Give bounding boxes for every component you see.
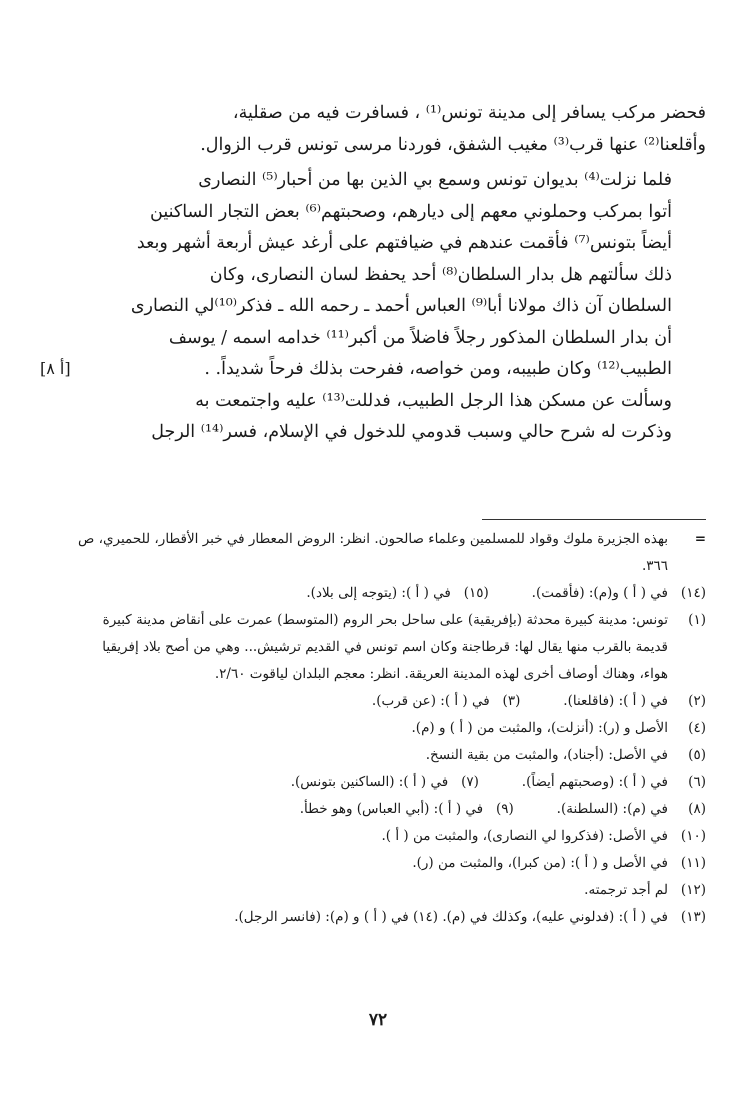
- text-line: فلما نزلت⁽⁴⁾ بديوان تونس وسمع بي الذين بها من أحبار⁽⁵⁾ النصارى: [198, 170, 672, 190]
- footnote: [70, 742, 706, 769]
- footnotes: [70, 526, 706, 931]
- footnote-number: (٦): [688, 774, 706, 790]
- page-number: ٧٢: [368, 1010, 388, 1030]
- footnote: [70, 823, 706, 850]
- footnote-text: في ( أ ): (فدلوني عليه)، وكذلك في (م). (١٤) في ( أ ) و (م): (فانسر الرجل).: [234, 909, 668, 925]
- footnote-text: في ( أ ): (وصحبتهم أيضاً). (٧) في ( أ ): (الساكنين بتونس).: [290, 774, 668, 790]
- footnote-text: تونس: مدينة كبيرة محدثة (بإفريقية) على ساحل بحر الروم (المتوسط) عمرت على أنقاض مدينة كبيرة قديمة بالقرب منها يقال لها: قرطاجنة وكان اسم تونس في القديم ترشيش... وهي من أصح بلاد إفريقيا هواء، وهناك أوصاف أخرى لهذه المدينة العريقة. انظر: معجم البلدان لياقوت ٢/٦٠.: [102, 612, 668, 682]
- footnote: [70, 715, 706, 742]
- text-line: ذلك سألتهم هل بدار السلطان⁽⁸⁾ أحد يحفظ لسان النصارى، وكان: [209, 264, 672, 285]
- footnote-number: (٢): [688, 693, 706, 709]
- paragraph-1: [88, 98, 706, 161]
- footnote: [70, 607, 706, 688]
- footnote: [70, 904, 706, 931]
- footnote-number: =: [694, 531, 706, 547]
- footnote: [70, 796, 706, 823]
- footnote-number: (١١): [680, 855, 706, 871]
- footnote: [70, 877, 706, 904]
- text-line: وذكرت له شرح حالي وسبب قدومي للدخول في الإسلام، فسر⁽¹⁴⁾ الرجل: [151, 422, 672, 442]
- text-line: الطبيب⁽¹²⁾ وكان طبيبه، ومن خواصه، ففرحت بذلك فرحاً شديداً. .: [204, 359, 672, 379]
- manuscript-folio-marker: [۸ أ]: [40, 359, 71, 378]
- footnote-number: (١٣): [680, 909, 706, 925]
- footnote-number: (١٢): [680, 882, 706, 898]
- footnote-separator: [482, 519, 706, 520]
- text-line: وسألت عن مسكن هذا الرجل الطبيب، فدللت⁽¹³⁾ عليه واجتمعت به: [195, 390, 672, 411]
- footnote-number: (٥): [688, 747, 706, 763]
- footnote-number: (٤): [688, 720, 706, 736]
- text-line: وأقلعنا⁽²⁾ عنها قرب⁽³⁾ مغيب الشفق، فوردنا مرسى تونس قرب الزوال.: [200, 134, 706, 155]
- text-line: أتوا بمركب وحملوني معهم إلى ديارهم، وصحبتهم⁽⁶⁾ بعض التجار الساكنين: [150, 201, 672, 222]
- footnote-text: في ( أ ): (فاقلعنا). (٣) في ( أ ): (عن قرب).: [371, 693, 668, 709]
- footnote: [70, 580, 706, 607]
- footnote: [70, 850, 706, 877]
- footnote-number: (٨): [688, 801, 706, 817]
- footnote-text: بهذه الجزيرة ملوك وقواد للمسلمين وعلماء صالحون. انظر: الروض المعطار في خبر الأقطار، للحميري، ص ٣٦٦.: [77, 531, 668, 574]
- main-text: [88, 98, 706, 453]
- footnote-text: الأصل و (ر): (أنزلت)، والمثبت من ( أ ) و (م).: [411, 720, 668, 736]
- footnote-number: (١): [688, 612, 706, 628]
- footnote: [70, 769, 706, 796]
- footnote-text: في الأصل: (فذكروا لي النصارى)، والمثبت من ( أ ).: [381, 828, 668, 844]
- footnote: [70, 688, 706, 715]
- footnote-text: في الأصل و ( أ ): (من كبرا)، والمثبت من (ر).: [412, 855, 668, 871]
- footnote-text: في ( أ ) و(م): (فأقمت). (١٥) في ( أ ): (يتوجه إلى بلاد).: [306, 585, 668, 601]
- footnote-text: لم أجد ترجمته.: [584, 882, 668, 898]
- footnote-text: في الأصل: (أجناد)، والمثبت من بقية النسخ.: [425, 747, 668, 763]
- text-line: السلطان آن ذاك مولانا أبا⁽⁹⁾ العباس أحمد ـ رحمه الله ـ فذكر⁽¹⁰⁾لي النصارى: [130, 296, 672, 316]
- footnote-number: (١٠): [680, 828, 706, 844]
- text-line: فحضر مركب يسافر إلى مدينة تونس⁽¹⁾ ، فسافرت فيه من صقلية،: [232, 103, 706, 123]
- footnote: [70, 526, 706, 580]
- footnote-text: في (م): (السلطنة). (٩) في ( أ ): (أبي العباس) وهو خطأ.: [299, 801, 668, 817]
- footnote-number: (١٤): [680, 585, 706, 601]
- text-line: أيضاً بتونس⁽⁷⁾ فأقمت عندهم في ضيافتهم على أرغد عيش أربعة أشهر وبعد: [136, 233, 672, 253]
- text-line: أن بدار السلطان المذكور رجلاً فاضلاً من أكبر⁽¹¹⁾ خدامه اسمه / يوسف: [168, 327, 672, 348]
- paragraph-2: [88, 165, 706, 449]
